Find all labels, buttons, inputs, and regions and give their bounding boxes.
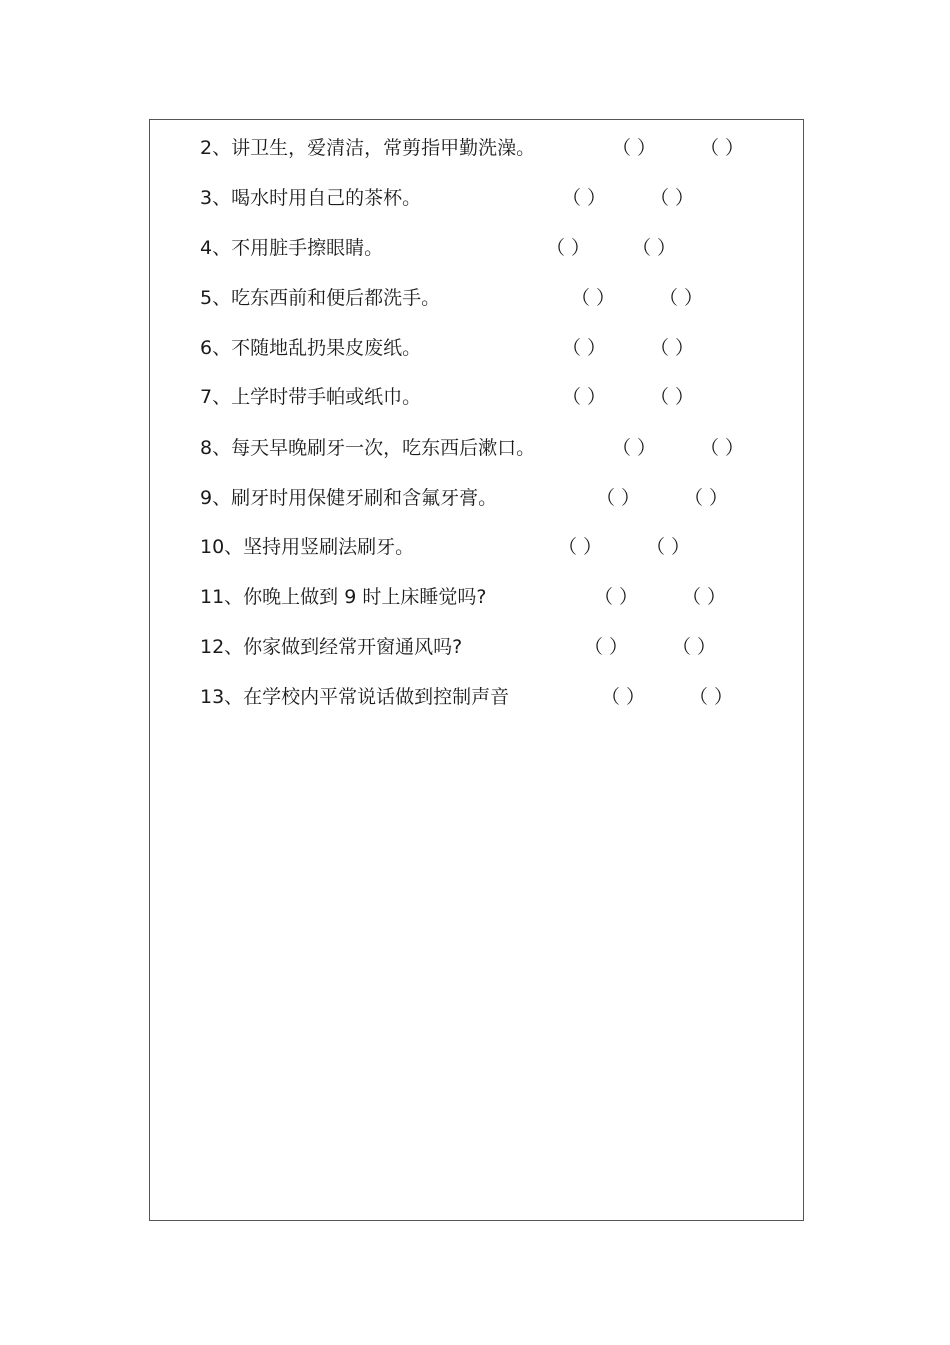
answer-blank-1[interactable]: （ ） [594, 586, 639, 608]
answer-blank-1[interactable]: （ ） [562, 337, 607, 359]
answer-blank-1[interactable]: （ ） [596, 487, 641, 509]
answer-blank-1[interactable]: （ ） [571, 287, 616, 309]
answer-blank-2[interactable]: （ ） [700, 137, 745, 159]
answer-blank-1[interactable]: （ ） [562, 187, 607, 209]
question-text: 9、刷牙时用保健牙刷和含氟牙膏。 [200, 487, 498, 509]
question-text: 3、喝水时用自己的茶杯。 [200, 187, 422, 209]
answer-blank-2[interactable]: （ ） [650, 386, 695, 408]
answer-blank-1[interactable]: （ ） [562, 386, 607, 408]
answer-blank-1[interactable]: （ ） [601, 686, 646, 708]
question-text: 4、不用脏手擦眼睛。 [200, 237, 384, 259]
question-text: 7、上学时带手帕或纸巾。 [200, 386, 422, 408]
answer-blank-2[interactable]: （ ） [672, 636, 717, 658]
question-text: 2、讲卫生，爱清洁，常剪指甲勤洗澡。 [200, 137, 536, 159]
answer-blank-1[interactable]: （ ） [558, 536, 603, 558]
question-text: 12、你家做到经常开窗通风吗? [200, 636, 463, 658]
question-text: 5、吃东西前和便后都洗手。 [200, 287, 441, 309]
answer-blank-2[interactable]: （ ） [650, 337, 695, 359]
answer-blank-2[interactable]: （ ） [659, 287, 704, 309]
answer-blank-1[interactable]: （ ） [584, 636, 629, 658]
question-text: 11、你晚上做到 9 时上床睡觉吗? [200, 586, 487, 608]
question-text: 10、坚持用竖刷法刷牙。 [200, 536, 415, 558]
answer-blank-2[interactable]: （ ） [646, 536, 691, 558]
answer-blank-1[interactable]: （ ） [612, 137, 657, 159]
answer-blank-2[interactable]: （ ） [684, 487, 729, 509]
answer-blank-1[interactable]: （ ） [546, 237, 591, 259]
answer-blank-2[interactable]: （ ） [632, 237, 677, 259]
question-text: 13、在学校内平常说话做到控制声音 [200, 686, 510, 708]
answer-blank-1[interactable]: （ ） [612, 437, 657, 459]
answer-blank-2[interactable]: （ ） [689, 686, 734, 708]
answer-blank-2[interactable]: （ ） [700, 437, 745, 459]
answer-blank-2[interactable]: （ ） [650, 187, 695, 209]
question-text: 8、每天早晚刷牙一次，吃东西后漱口。 [200, 437, 536, 459]
question-text: 6、不随地乱扔果皮废纸。 [200, 337, 422, 359]
answer-blank-2[interactable]: （ ） [682, 586, 727, 608]
